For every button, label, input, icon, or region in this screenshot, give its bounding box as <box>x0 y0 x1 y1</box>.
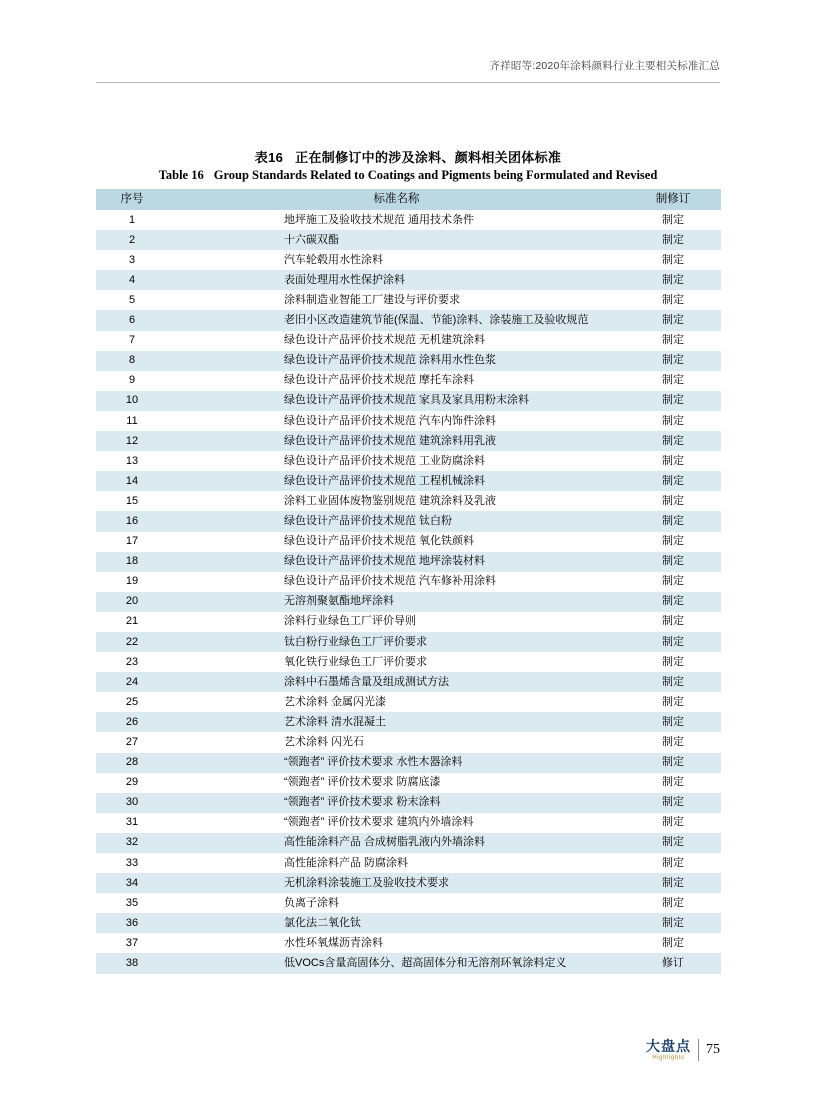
cell-status: 制定 <box>625 773 721 793</box>
table-caption-chinese: 正在制修订中的涉及涂料、颜料相关团体标准 <box>295 150 562 165</box>
table-row <box>96 471 721 491</box>
cell-index: 1 <box>96 210 168 230</box>
cell-index: 34 <box>96 873 168 893</box>
cell-index: 25 <box>96 692 168 712</box>
table-row <box>96 532 721 552</box>
cell-index: 24 <box>96 672 168 692</box>
cell-status: 制定 <box>625 833 721 853</box>
cell-standard-name: 绿色设计产品评价技术规范 家具及家具用粉末涂料 <box>168 391 625 411</box>
cell-status: 制定 <box>625 351 721 371</box>
table-row <box>96 652 721 672</box>
cell-standard-name: 氯化法二氧化钛 <box>168 913 625 933</box>
page-number: 75 <box>706 1042 720 1057</box>
cell-standard-name: 高性能涂料产品 防腐涂料 <box>168 853 625 873</box>
cell-standard-name: 绿色设计产品评价技术规范 建筑涂料用乳液 <box>168 431 625 451</box>
cell-status: 制定 <box>625 753 721 773</box>
cell-status: 修订 <box>625 953 721 973</box>
cell-status: 制定 <box>625 793 721 813</box>
cell-index: 30 <box>96 793 168 813</box>
table-number-english: Table 16 <box>158 168 204 182</box>
cell-index: 27 <box>96 732 168 752</box>
column-header-status: 制修订 <box>625 189 721 210</box>
column-header-standard-name: 标准名称 <box>168 189 625 210</box>
page-footer <box>646 1039 720 1061</box>
cell-index: 6 <box>96 310 168 330</box>
table-header-row <box>96 189 721 210</box>
cell-index: 22 <box>96 632 168 652</box>
table-row <box>96 491 721 511</box>
standards-table-wrapper <box>96 189 721 974</box>
table-row <box>96 310 721 330</box>
table-row <box>96 331 721 351</box>
running-head: 齐祥昭等:2020年涂料颜料行业主要相关标准汇总 <box>489 60 720 72</box>
cell-status: 制定 <box>625 411 721 431</box>
table-caption-english: Group Standards Related to Coatings and Pigments being Formulated and Revised <box>213 168 658 182</box>
cell-index: 2 <box>96 230 168 250</box>
cell-status: 制定 <box>625 813 721 833</box>
cell-standard-name: 艺术涂料 清水混凝土 <box>168 712 625 732</box>
table-row <box>96 552 721 572</box>
cell-standard-name: 高性能涂料产品 合成树脂乳液内外墙涂料 <box>168 833 625 853</box>
cell-standard-name: “领跑者” 评价技术要求 粉末涂料 <box>168 793 625 813</box>
table-row <box>96 290 721 310</box>
cell-standard-name: 绿色设计产品评价技术规范 汽车内饰件涂料 <box>168 411 625 431</box>
cell-standard-name: “领跑者” 评价技术要求 建筑内外墙涂料 <box>168 813 625 833</box>
table-title-english <box>0 168 816 183</box>
cell-status: 制定 <box>625 210 721 230</box>
table-row <box>96 391 721 411</box>
cell-status: 制定 <box>625 250 721 270</box>
cell-status: 制定 <box>625 471 721 491</box>
cell-standard-name: 负离子涂料 <box>168 893 625 913</box>
cell-index: 10 <box>96 391 168 411</box>
cell-index: 17 <box>96 532 168 552</box>
cell-index: 19 <box>96 572 168 592</box>
cell-index: 8 <box>96 351 168 371</box>
table-row <box>96 672 721 692</box>
cell-standard-name: 绿色设计产品评价技术规范 工程机械涂料 <box>168 471 625 491</box>
cell-status: 制定 <box>625 491 721 511</box>
cell-status: 制定 <box>625 672 721 692</box>
cell-index: 15 <box>96 491 168 511</box>
cell-status: 制定 <box>625 532 721 552</box>
cell-standard-name: 艺术涂料 金属闪光漆 <box>168 692 625 712</box>
cell-standard-name: 低VOCs含量高固体分、超高固体分和无溶剂环氧涂料定义 <box>168 953 625 973</box>
table-row <box>96 793 721 813</box>
table-row <box>96 732 721 752</box>
cell-status: 制定 <box>625 310 721 330</box>
table-title-chinese <box>0 147 816 166</box>
cell-status: 制定 <box>625 933 721 953</box>
cell-status: 制定 <box>625 652 721 672</box>
cell-index: 28 <box>96 753 168 773</box>
cell-status: 制定 <box>625 632 721 652</box>
cell-status: 制定 <box>625 331 721 351</box>
cell-standard-name: 涂料工业固体废物鉴别规范 建筑涂料及乳液 <box>168 491 625 511</box>
table-row <box>96 893 721 913</box>
header-divider <box>96 82 720 83</box>
cell-standard-name: 涂料行业绿色工厂评价导则 <box>168 612 625 632</box>
cell-standard-name: 无机涂料涂装施工及验收技术要求 <box>168 873 625 893</box>
cell-status: 制定 <box>625 230 721 250</box>
cell-standard-name: 绿色设计产品评价技术规范 工业防腐涂料 <box>168 451 625 471</box>
cell-index: 5 <box>96 290 168 310</box>
standards-table <box>96 189 721 974</box>
cell-status: 制定 <box>625 712 721 732</box>
table-row <box>96 230 721 250</box>
cell-standard-name: 绿色设计产品评价技术规范 摩托车涂料 <box>168 371 625 391</box>
cell-index: 36 <box>96 913 168 933</box>
table-row <box>96 411 721 431</box>
table-row <box>96 592 721 612</box>
cell-status: 制定 <box>625 893 721 913</box>
table-row <box>96 833 721 853</box>
cell-index: 26 <box>96 712 168 732</box>
cell-status: 制定 <box>625 853 721 873</box>
cell-standard-name: 绿色设计产品评价技术规范 涂料用水性色浆 <box>168 351 625 371</box>
cell-status: 制定 <box>625 391 721 411</box>
cell-index: 18 <box>96 552 168 572</box>
footer-brand-chinese: 大盘点 <box>646 1038 691 1054</box>
cell-index: 35 <box>96 893 168 913</box>
cell-index: 32 <box>96 833 168 853</box>
table-body <box>96 210 721 974</box>
table-row <box>96 753 721 773</box>
cell-index: 31 <box>96 813 168 833</box>
table-row <box>96 572 721 592</box>
table-row <box>96 371 721 391</box>
cell-index: 14 <box>96 471 168 491</box>
table-row <box>96 431 721 451</box>
cell-status: 制定 <box>625 431 721 451</box>
table-row <box>96 853 721 873</box>
cell-standard-name: “领跑者” 评价技术要求 防腐底漆 <box>168 773 625 793</box>
cell-status: 制定 <box>625 511 721 531</box>
cell-index: 20 <box>96 592 168 612</box>
table-row <box>96 250 721 270</box>
table-number-chinese: 表16 <box>254 150 284 165</box>
cell-index: 4 <box>96 270 168 290</box>
cell-standard-name: 绿色设计产品评价技术规范 无机建筑涂料 <box>168 331 625 351</box>
cell-standard-name: 老旧小区改造建筑节能(保温、节能)涂料、涂装施工及验收规范 <box>168 310 625 330</box>
table-row <box>96 511 721 531</box>
cell-status: 制定 <box>625 371 721 391</box>
cell-status: 制定 <box>625 612 721 632</box>
table-row <box>96 813 721 833</box>
cell-status: 制定 <box>625 592 721 612</box>
cell-status: 制定 <box>625 290 721 310</box>
cell-standard-name: “领跑者” 评价技术要求 水性木器涂料 <box>168 753 625 773</box>
cell-status: 制定 <box>625 913 721 933</box>
cell-standard-name: 十六碳双酯 <box>168 230 625 250</box>
cell-index: 38 <box>96 953 168 973</box>
cell-status: 制定 <box>625 451 721 471</box>
cell-index: 33 <box>96 853 168 873</box>
cell-index: 13 <box>96 451 168 471</box>
table-row <box>96 612 721 632</box>
table-row <box>96 632 721 652</box>
table-row <box>96 953 721 973</box>
footer-brand <box>646 1039 691 1061</box>
cell-standard-name: 绿色设计产品评价技术规范 氧化铁颜料 <box>168 532 625 552</box>
cell-status: 制定 <box>625 552 721 572</box>
cell-standard-name: 涂料中石墨烯含量及组成测试方法 <box>168 672 625 692</box>
cell-standard-name: 绿色设计产品评价技术规范 汽车修补用涂料 <box>168 572 625 592</box>
cell-standard-name: 绿色设计产品评价技术规范 钛白粉 <box>168 511 625 531</box>
table-row <box>96 451 721 471</box>
cell-standard-name: 表面处理用水性保护涂料 <box>168 270 625 290</box>
cell-index: 37 <box>96 933 168 953</box>
table-row <box>96 210 721 230</box>
table-row <box>96 270 721 290</box>
cell-index: 11 <box>96 411 168 431</box>
cell-index: 21 <box>96 612 168 632</box>
cell-standard-name: 水性环氧煤沥青涂料 <box>168 933 625 953</box>
table-row <box>96 712 721 732</box>
footer-brand-english: Highlights <box>652 1055 685 1061</box>
cell-index: 3 <box>96 250 168 270</box>
cell-standard-name: 艺术涂料 闪光石 <box>168 732 625 752</box>
cell-index: 16 <box>96 511 168 531</box>
table-row <box>96 873 721 893</box>
cell-index: 23 <box>96 652 168 672</box>
table-row <box>96 933 721 953</box>
table-row <box>96 351 721 371</box>
cell-standard-name: 地坪施工及验收技术规范 通用技术条件 <box>168 210 625 230</box>
cell-status: 制定 <box>625 873 721 893</box>
cell-standard-name: 无溶剂聚氨酯地坪涂料 <box>168 592 625 612</box>
cell-standard-name: 绿色设计产品评价技术规范 地坪涂装材料 <box>168 552 625 572</box>
column-header-index: 序号 <box>96 189 168 210</box>
table-header <box>96 189 721 210</box>
table-row <box>96 692 721 712</box>
cell-status: 制定 <box>625 732 721 752</box>
cell-index: 7 <box>96 331 168 351</box>
footer-divider <box>698 1039 699 1061</box>
cell-index: 12 <box>96 431 168 451</box>
cell-standard-name: 钛白粉行业绿色工厂评价要求 <box>168 632 625 652</box>
cell-status: 制定 <box>625 572 721 592</box>
cell-status: 制定 <box>625 270 721 290</box>
table-row <box>96 913 721 933</box>
cell-index: 29 <box>96 773 168 793</box>
cell-standard-name: 氧化铁行业绿色工厂评价要求 <box>168 652 625 672</box>
cell-status: 制定 <box>625 692 721 712</box>
cell-standard-name: 汽车轮毂用水性涂料 <box>168 250 625 270</box>
cell-index: 9 <box>96 371 168 391</box>
table-row <box>96 773 721 793</box>
cell-standard-name: 涂料制造业智能工厂建设与评价要求 <box>168 290 625 310</box>
